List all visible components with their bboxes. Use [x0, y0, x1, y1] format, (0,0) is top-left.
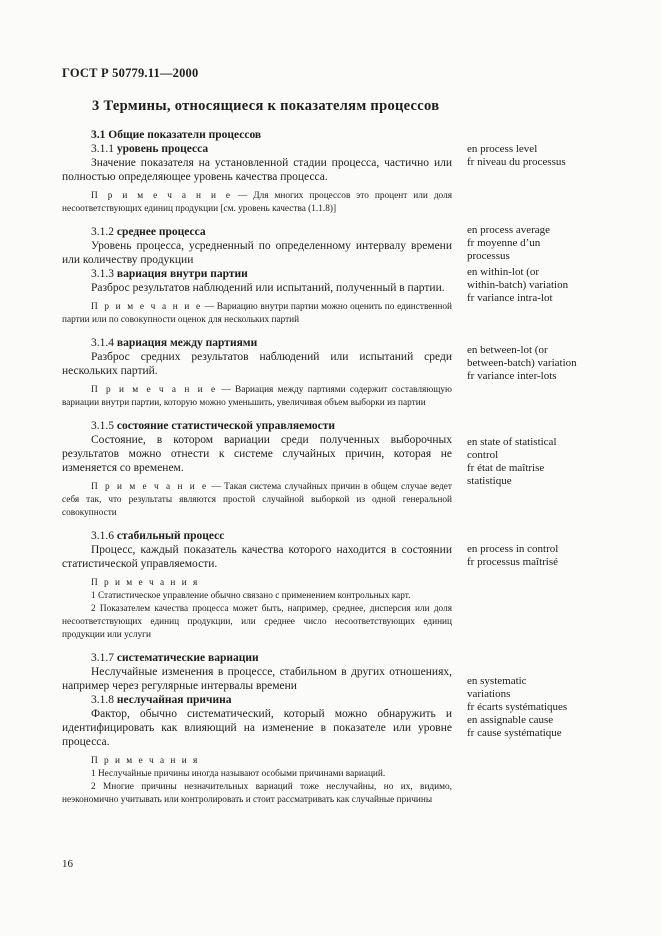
main-column — [62, 128, 452, 807]
term-number: 3.1.6 — [91, 530, 114, 542]
note-text: — Такая система случайных причин в общем случае ведет себя так, что результаты являются простой случайной выборкой из одной генеральной совокупности — [62, 482, 452, 518]
equivalents-3-1-8 — [467, 714, 617, 740]
term-3-1-7-title — [62, 651, 452, 665]
equivalent-en: en assignable cause — [467, 714, 554, 726]
term-name: вариация внутри партии — [116, 268, 248, 280]
term-number: 3.1.7 — [91, 652, 114, 664]
term-3-1-8-title — [62, 693, 452, 707]
equivalent-fr: fr processus maîtrisé — [467, 556, 559, 568]
equivalents-3-1-5 — [467, 436, 617, 488]
equivalent-en: en process in control — [467, 543, 559, 555]
term-number: 3.1.5 — [91, 420, 114, 432]
note-text: — Вариацию внутри партии можно оценить по единственной партии или по совокупности оценок для нескольких партий — [62, 302, 452, 325]
term-3-1-3-definition: Разброс результатов наблюдений или испытаний, полученный в партии. — [91, 282, 445, 294]
equivalent-en: en process level — [467, 143, 538, 155]
term-3-1-6-notes-label: П р и м е ч а н и я — [91, 578, 200, 588]
term-3-1-4-definition: Разброс средних результатов наблюдений или испытаний среди нескольких партий. — [62, 351, 452, 377]
equivalent-fr: fr variance intra-lot — [467, 292, 553, 304]
term-3-1-2-title — [62, 225, 452, 239]
term-number: 3.1.8 — [91, 694, 114, 706]
sub-heading: 3.1 Общие показатели процессов — [91, 129, 262, 141]
term-3-1-5-note — [62, 481, 452, 520]
term-3-1-6-note-1: 1 Статистическое управление обычно связано с применением контрольных карт. — [91, 591, 411, 601]
term-3-1-4-note — [62, 384, 452, 410]
note-text: — Для многих процессов это процент или доля несоответствующих единиц продукции [см. уровень качества (1.1.8)] — [62, 191, 452, 214]
term-number: 3.1.1 — [91, 143, 114, 155]
equivalents-3-1-3 — [467, 266, 617, 305]
term-3-1-1-definition: Значение показателя на установленной стадии процесса, частично или полностью определяющее уровень качества процесса. — [62, 157, 452, 183]
term-name: состояние статистической управляемости — [116, 420, 336, 432]
term-3-1-5-definition: Состояние, в котором вариации среди полученных выборочных результатов можно отнести к системе случайных причин, которая не изменяется со временем. — [62, 434, 452, 474]
equivalent-fr: fr état de maîtrise — [467, 462, 545, 474]
term-number: 3.1.4 — [91, 337, 114, 349]
term-3-1-4-title — [62, 336, 452, 350]
term-name: уровень процесса — [116, 143, 209, 155]
term-3-1-6-note-2: 2 Показателем качества процесса может быть, например, среднее, дисперсия или доля несоответствующих единиц продукции, или среднее число несоответствующих единиц продукции или услуги — [62, 604, 452, 640]
term-3-1-6-title — [62, 529, 452, 543]
document-header: ГОСТ Р 50779.11—2000 — [62, 66, 199, 80]
term-3-1-5-title — [62, 419, 452, 433]
note-label: П р и м е ч а н и е — [91, 302, 203, 312]
term-name: неслучайная причина — [116, 694, 232, 706]
term-number: 3.1.2 — [91, 226, 114, 238]
equivalent-en: en systematic — [467, 675, 527, 687]
equivalents-3-1-7 — [467, 675, 617, 714]
term-3-1-6-definition: Процесс, каждый показатель качества которого находится в состоянии статистической управляемости. — [62, 544, 452, 570]
note-text: — Вариация между партиями содержит составляющую вариации внутри партии, которую можно уменьшить, увеличивая объем выборки из партии — [62, 385, 452, 408]
equivalent-en: en state of statistical — [467, 436, 557, 448]
term-3-1-1-title — [62, 142, 452, 156]
term-3-1-1-note — [62, 190, 452, 216]
equivalent-fr: fr écarts systématiques — [467, 701, 568, 713]
equivalent-fr: fr moyenne d’un — [467, 237, 541, 249]
note-label: П р и м е ч а н и е — [91, 385, 218, 395]
equivalents-3-1-1 — [467, 143, 617, 169]
section-title: 3 Термины, относящиеся к показателям процессов — [92, 98, 440, 114]
term-3-1-8-note-2: 2 Многие причины незначительных вариаций тоже неслучайны, но их, видимо, неэкономично учитывать или контролировать и стоит рассматривать как случайные причины — [62, 782, 452, 805]
term-3-1-8-note-1: 1 Неслучайные причины иногда называют особыми причинами вариаций. — [91, 769, 386, 779]
equivalents-3-1-6 — [467, 543, 617, 569]
equivalent-fr-cont: processus — [467, 250, 510, 262]
term-name: систематические вариации — [116, 652, 259, 664]
equivalent-fr: fr variance inter-lots — [467, 370, 557, 382]
term-name: среднее процесса — [116, 226, 206, 238]
equivalent-en-cont: control — [467, 449, 499, 461]
term-3-1-8-notes-label: П р и м е ч а н и я — [91, 756, 200, 766]
equivalents-3-1-2 — [467, 224, 617, 263]
term-3-1-3-title — [62, 267, 452, 281]
equivalent-en-cont: between-batch) variation — [467, 357, 577, 369]
equivalent-fr: fr niveau du processus — [467, 156, 566, 168]
term-3-1-7-definition: Неслучайные изменения в процессе, стабильном в других отношениях, например через регулярные интервалы времени — [62, 666, 452, 692]
equivalent-fr: fr cause systématique — [467, 727, 562, 739]
term-name: стабильный процесс — [116, 530, 225, 542]
note-label: П р и м е ч а н и е — [91, 482, 209, 492]
term-name: вариация между партиями — [116, 337, 258, 349]
equivalent-en-cont: variations — [467, 688, 511, 700]
term-3-1-8-definition: Фактор, обычно систематический, который можно обнаружить и идентифицировать как влияющий на изменение в показателе или уровне процесса. — [62, 708, 452, 748]
term-number: 3.1.3 — [91, 268, 114, 280]
page-number: 16 — [62, 858, 73, 870]
term-3-1-3-note — [62, 301, 452, 327]
equivalents-3-1-4 — [467, 344, 617, 383]
note-label: П р и м е ч а н и е — [91, 191, 233, 201]
term-3-1-2-definition: Уровень процесса, усредненный по определенному интервалу времени или количеству продукции — [62, 240, 452, 266]
equivalent-en: en between-lot (or — [467, 344, 548, 356]
equivalent-en: en process average — [467, 224, 551, 236]
equivalent-en-cont: within-batch) variation — [467, 279, 569, 291]
equivalent-fr-cont: statistique — [467, 475, 512, 487]
equivalent-en: en within-lot (or — [467, 266, 540, 278]
